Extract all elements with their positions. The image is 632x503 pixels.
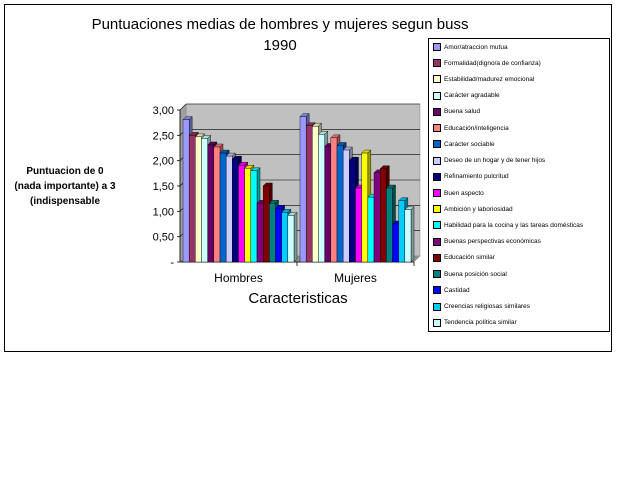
legend-item: [433, 283, 470, 297]
y-axis-label-line: Puntuacion de 0: [26, 166, 104, 177]
y-tick-label: -: [170, 257, 174, 269]
legend-swatch: [433, 108, 441, 116]
legend-label: Educación similar: [444, 254, 495, 262]
legend-swatch: [433, 75, 441, 83]
legend-swatch: [433, 43, 441, 51]
legend-label: Creencias religiosas similares: [444, 303, 530, 311]
legend-item: [433, 154, 545, 168]
legend-label: Buena salud: [444, 108, 481, 116]
legend-item: [433, 251, 495, 265]
legend-label: Buenas perspectivas económicas: [444, 238, 541, 246]
legend-label: Deseo de un hogar y de tener hijos: [444, 157, 546, 165]
legend-swatch: [433, 92, 441, 100]
legend-label: Carácter agradable: [444, 92, 500, 100]
legend-label: Refinamiento pulcritud: [444, 173, 509, 181]
legend-item: [433, 40, 508, 54]
y-tick-label: 2,50: [152, 130, 174, 143]
legend-swatch: [433, 238, 441, 246]
legend-label: Habilidad para la cocina y las tareas domésticas: [444, 221, 584, 229]
y-tick-label: 2,00: [152, 155, 174, 168]
legend-swatch: [433, 221, 441, 229]
y-tick-label: 0,50: [152, 231, 174, 244]
legend-label: Buena posición social: [444, 270, 507, 278]
legend-swatch: [433, 140, 441, 148]
legend-item: [433, 316, 517, 330]
x-tick-label: Mujeres: [334, 271, 377, 285]
bar: [288, 212, 297, 262]
legend-swatch: [433, 286, 441, 294]
legend-label: Tendencia política similar: [444, 319, 517, 327]
legend-item: [433, 202, 513, 216]
x-tick-label: Hombres: [214, 271, 263, 285]
legend-item: [433, 56, 541, 70]
legend-label: Educación/inteligencia: [444, 124, 509, 132]
legend-item: [433, 235, 541, 249]
x-axis-label: Caracteristicas: [248, 290, 348, 307]
legend-label: Formalidad(digno/a de confianza): [444, 59, 541, 67]
legend-item: [433, 105, 480, 119]
legend-item: [433, 89, 500, 103]
legend-label: Amor/atraccion mutua: [444, 43, 508, 51]
legend-swatch: [433, 205, 441, 213]
legend-label: Buen aspecto: [444, 189, 484, 197]
legend-swatch: [433, 303, 441, 311]
legend-item: [433, 218, 583, 232]
legend-swatch: [433, 124, 441, 132]
chart-title-line2: 1990: [263, 37, 297, 54]
bar: [405, 207, 414, 262]
legend-swatch: [433, 157, 441, 165]
legend-swatch: [433, 189, 441, 197]
chart-title-line1: Puntuaciones medias de hombres y mujeres segun buss: [91, 16, 469, 33]
legend-item: [433, 121, 509, 135]
legend-label: Castidad: [444, 286, 470, 294]
legend-item: [433, 186, 484, 200]
y-axis-label-line: (indispensable: [29, 196, 100, 207]
y-tick-label: 3,00: [152, 105, 174, 117]
legend-item: [433, 300, 530, 314]
legend-item: [433, 170, 509, 184]
legend-swatch: [433, 319, 441, 327]
y-axis-label-line: (nada importante) a 3: [14, 181, 116, 192]
legend-swatch: [433, 59, 441, 67]
legend: [428, 38, 610, 332]
legend-swatch: [433, 270, 441, 278]
legend-label: Estabilidad/madurez emocional: [444, 75, 535, 83]
legend-item: [433, 72, 534, 86]
legend-item: [433, 267, 507, 281]
legend-swatch: [433, 173, 441, 181]
legend-item: [433, 137, 495, 151]
legend-label: Carácter sociable: [444, 140, 495, 148]
legend-swatch: [433, 254, 441, 262]
legend-label: Ambición y laboriosidad: [444, 205, 513, 213]
y-tick-label: 1,00: [152, 206, 174, 219]
y-tick-label: 1,50: [152, 181, 174, 193]
